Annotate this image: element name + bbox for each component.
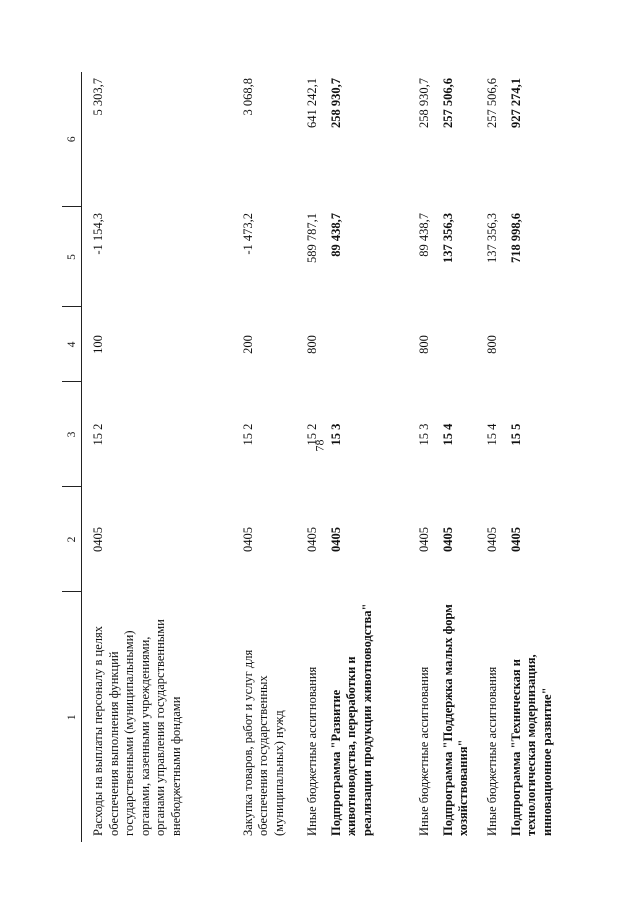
cell-total: 258 930,7 (416, 78, 431, 128)
row-name: Подпрограмма "Техническая и технологическая модернизация, инновационное развитие" (508, 654, 554, 836)
cell-type: 100 (91, 335, 105, 354)
cell-total: 641 242,1 (304, 78, 319, 128)
cell-program: 15 5 (508, 423, 523, 446)
cell-total: 257 506,6 (440, 78, 455, 128)
cell-program: 15 2 (91, 423, 105, 446)
cell-change: 718 998,6 (508, 213, 523, 263)
row-name: Иные бюджетные ассигнования (304, 666, 319, 836)
cell-type (509, 307, 569, 382)
cell-total: 3 068,8 (240, 78, 255, 116)
cell-change: 589 787,1 (304, 213, 319, 263)
cell-section: 0405 (328, 527, 343, 552)
cell-section: 0405 (416, 527, 431, 552)
cell-program: 15 2 (304, 423, 319, 446)
cell-type: 200 (240, 335, 255, 354)
cell-total: 927 274,1 (508, 78, 523, 128)
cell-change: 89 438,7 (416, 213, 431, 257)
column-header: 1 (62, 592, 82, 842)
table-row-subprogram (329, 72, 417, 842)
cell-change: -1 473,2 (240, 213, 255, 255)
cell-program: 15 3 (328, 423, 343, 446)
cell-section: 0405 (440, 527, 455, 552)
cell-change: 137 356,3 (440, 213, 455, 263)
row-name: Расходы на выплаты персоналу в целях обеспечения выполнения функций государственными (муниципальными) органами, казенными учреждениями, органами управления государственными внебюджетными фондами (91, 619, 183, 836)
cell-total: 258 930,7 (328, 78, 343, 128)
table-row-subprogram (441, 72, 485, 842)
column-header: 3 (62, 382, 82, 487)
cell-section: 0405 (484, 527, 499, 552)
page-number: 78 (312, 439, 327, 452)
cell-program: 15 3 (416, 423, 431, 446)
cell-program: 15 4 (440, 423, 455, 446)
budget-table (62, 72, 569, 842)
cell-section: 0405 (304, 527, 319, 552)
cell-type: 800 (416, 335, 431, 354)
table-row (82, 72, 241, 842)
row-name: Закупка товаров, работ и услуг для обеспечения государственных (муниципальных) нужд (240, 649, 286, 836)
table-header-row (62, 72, 82, 842)
cell-section: 0405 (91, 527, 105, 552)
cell-section: 0405 (240, 527, 255, 552)
cell-section: 0405 (508, 527, 523, 552)
cell-type (329, 307, 417, 382)
table-row (485, 72, 509, 842)
row-name: Иные бюджетные ассигнования (416, 666, 431, 836)
row-name: Иные бюджетные ассигнования (484, 666, 499, 836)
cell-program: 15 2 (240, 423, 255, 446)
cell-type: 800 (484, 335, 499, 354)
cell-program: 15 4 (484, 423, 499, 446)
column-header: 4 (62, 307, 82, 382)
table-row (417, 72, 441, 842)
column-header: 5 (62, 207, 82, 307)
column-header: 6 (62, 72, 82, 207)
column-header: 2 (62, 487, 82, 592)
cell-total: 5 303,7 (91, 78, 105, 116)
cell-type: 800 (304, 335, 319, 354)
cell-change: 137 356,3 (484, 213, 499, 263)
cell-type (441, 307, 485, 382)
table-row-subprogram (509, 72, 569, 842)
row-name: Подпрограмма "Развитие животноводства, переработки и реализации продукции животноводства" (328, 603, 374, 836)
cell-change: -1 154,3 (91, 213, 105, 255)
row-name: Подпрограмма "Поддержка малых форм хозяйствования" (440, 604, 470, 836)
table-row (305, 72, 329, 842)
cell-change: 89 438,7 (328, 213, 343, 257)
table-row (241, 72, 305, 842)
cell-total: 257 506,6 (484, 78, 499, 128)
